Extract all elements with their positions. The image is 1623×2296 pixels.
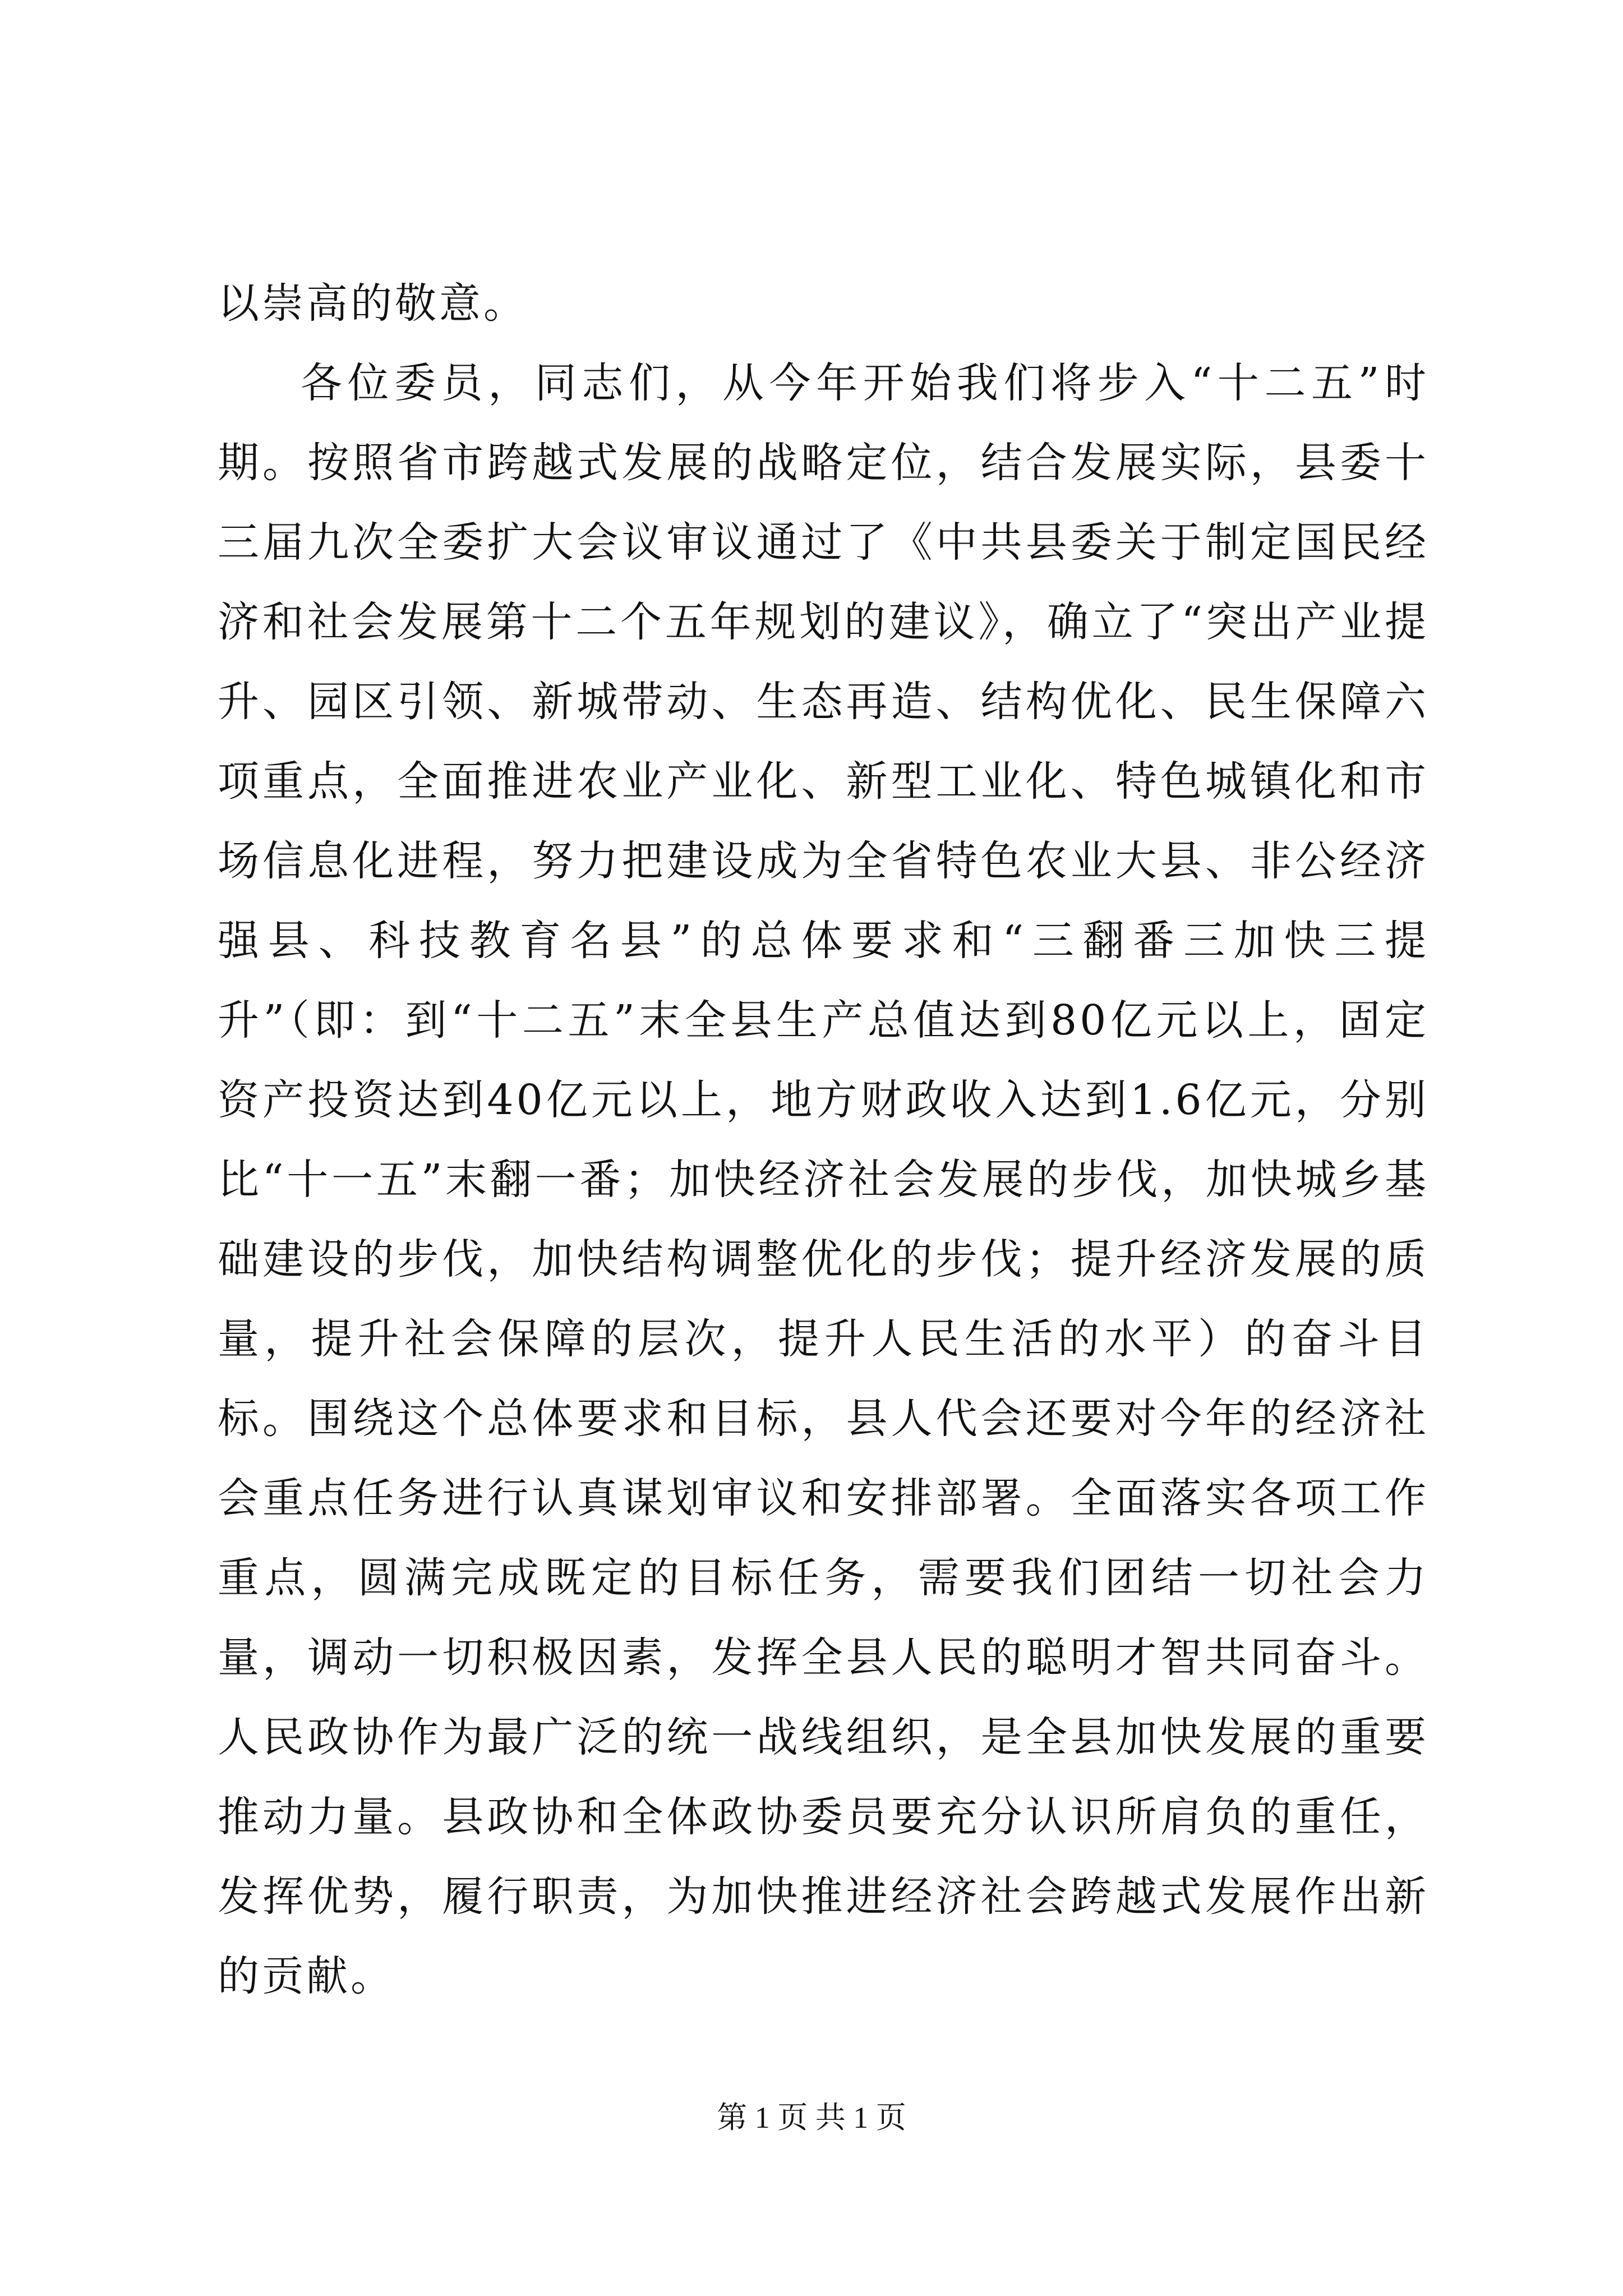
paragraph-continuation: 以崇高的敬意。 — [218, 279, 528, 328]
document-body — [218, 264, 1429, 2016]
page-footer: 第 1 页 共 1 页 — [717, 2101, 906, 2134]
paragraph-main: 各位委员，同志们，从今年开始我们将步入“十二五”时期。按照省市跨越式发展的战略定位，结合发展实际，县委十三届九次全委扩大会议审议通过了《中共县委关于制定国民经济和社会发展第十二个五年规划的建议》，确立了“突出产业提升、园区引领、新城带动、生态再造、结构优化、民生保障六项重点，全面推进农业产业化、新型工业化、特色城镇化和市场信息化进程，努力把建设成为全省特色农业大县、非公经济强县、科技教育名县”的总体要求和“三翻番三加快三提升”（即：到“十二五”末全县生产总值达到80亿元以上，固定资产投资达到40亿元以上，地方财政收入达到1.6亿元，分别比“十一五”末翻一番；加快经济社会发展的步伐，加快城乡基础建设的步伐，加快结构调整优化的步伐；提升经济发展的质量，提升社会保障的层次，提升人民生活的水平）的奋斗目标。围绕这个总体要求和目标，县人代会还要对今年的经济社会重点任务进行认真谋划审议和安排部署。全面落实各项工作重点，圆满完成既定的目标任务，需要我们团结一切社会力量，调动一切积极因素，发挥全县人民的聪明才智共同奋斗。人民政协作为最广泛的统一战线组织，是全县加快发展的重要推动力量。县政协和全体政协委员要充分认识所肩负的重任，发挥优势，履行职责，为加快推进经济社会跨越式发展作出新的贡献。 — [218, 359, 1429, 2000]
